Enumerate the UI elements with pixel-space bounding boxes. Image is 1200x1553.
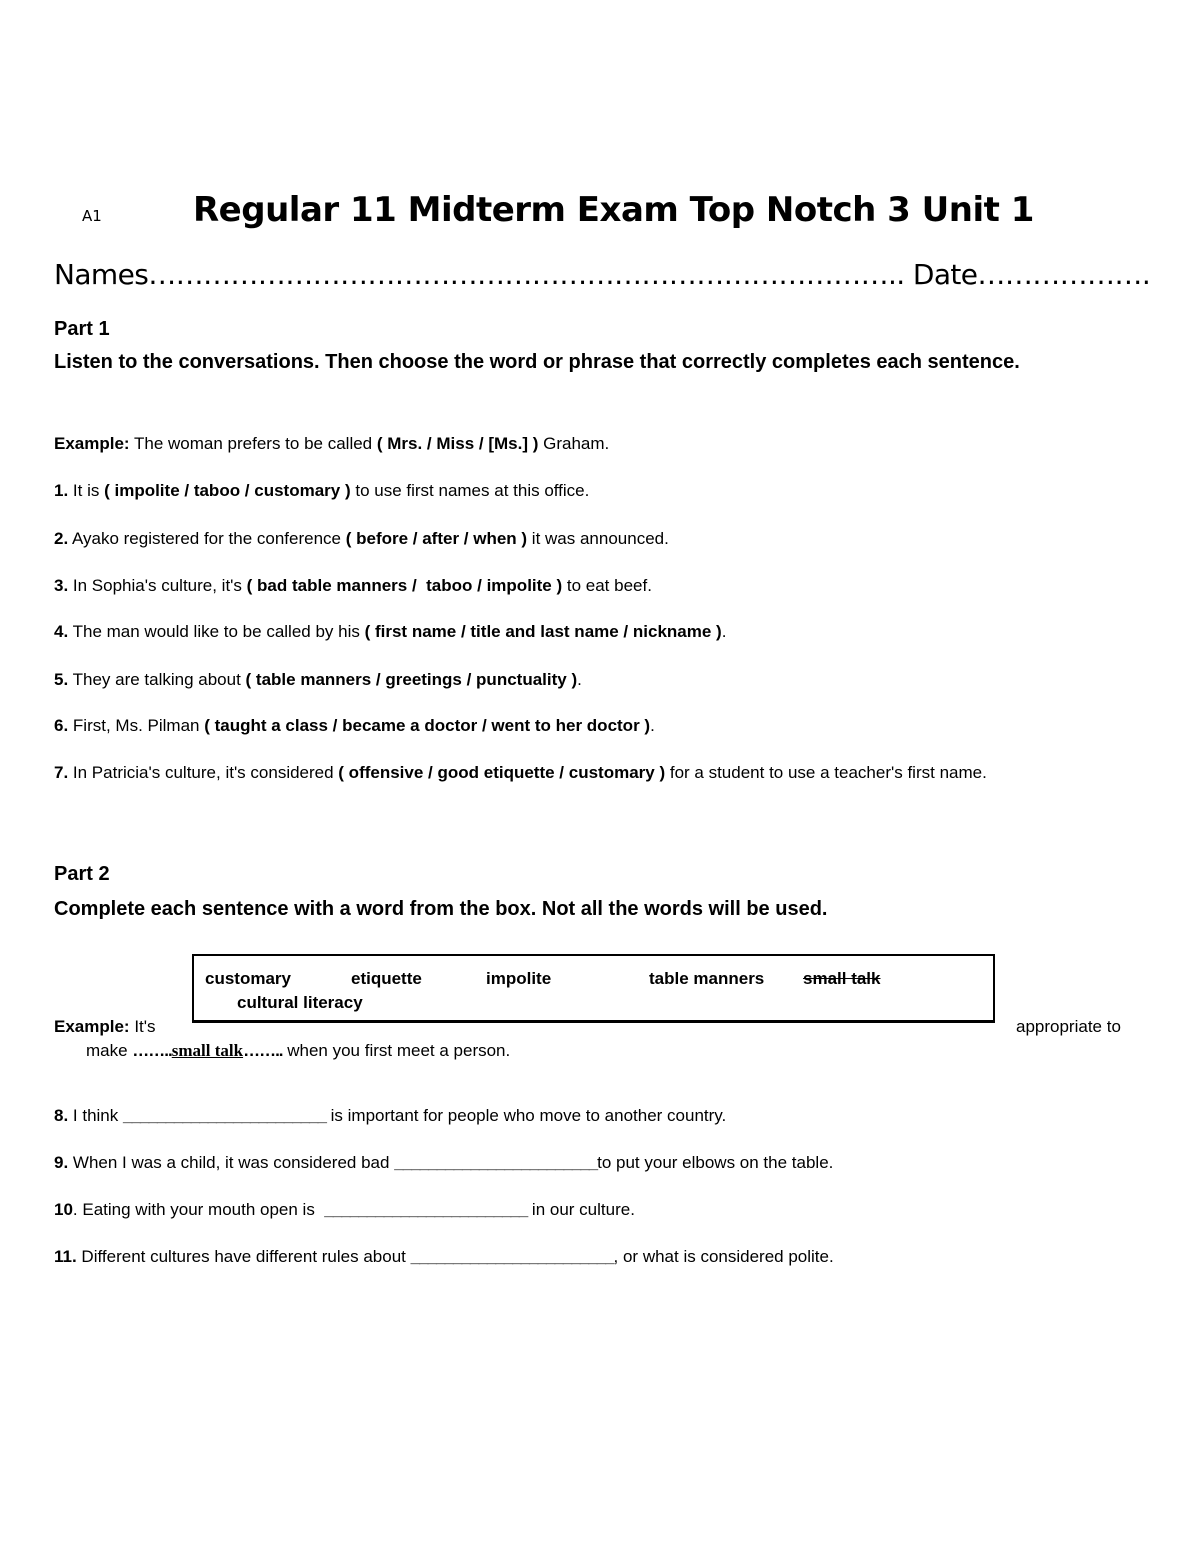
example-choices: ( Mrs. / Miss / [Ms.] ) <box>376 434 539 453</box>
question-5: 5. They are talking about ( table manners / greetings / punctuality ). <box>54 670 582 689</box>
word-box-item-used: small talk <box>803 969 881 988</box>
exam-code: A1 <box>82 207 102 225</box>
question-number: 8. <box>54 1106 69 1125</box>
question-choices: ( impolite / taboo / customary ) <box>104 481 351 500</box>
names-date-line: Names……………………………………………………………………….. Date………………. <box>54 258 1151 291</box>
question-number: 1. <box>54 481 69 500</box>
part2-example-label: Example: It's <box>54 1017 156 1036</box>
word-box <box>192 954 995 1023</box>
question-choices: ( table manners / greetings / punctuality ) <box>245 670 578 689</box>
page-title: Regular 11 Midterm Exam Top Notch 3 Unit 1 <box>193 190 1034 230</box>
question-choices: ( taught a class / became a doctor / went to her doctor ) <box>204 716 651 735</box>
part2-example-line2: make ……..small talk…….. when you first meet a person. <box>86 1041 511 1060</box>
question-choices: ( bad table manners / taboo / impolite ) <box>246 576 563 595</box>
answer-blank[interactable]: ________________________ <box>410 1247 614 1266</box>
part1-example: Example: The woman prefers to be called ( Mrs. / Miss / [Ms.] ) Graham. <box>54 434 610 453</box>
part1-heading: Part 1 <box>54 318 110 340</box>
example-blank-tail: …….. <box>243 1041 283 1060</box>
question-number: 11. <box>54 1247 77 1266</box>
question-choices: ( before / after / when ) <box>345 529 528 548</box>
word-box-item: etiquette <box>351 969 422 988</box>
question-number: 4. <box>54 622 69 641</box>
question-9: 9. When I was a child, it was considered bad ________________________to put your elbows on the table. <box>54 1153 834 1172</box>
part2-heading: Part 2 <box>54 863 110 885</box>
question-number: 10 <box>54 1200 73 1219</box>
question-1: 1. It is ( impolite / taboo / customary ) to use first names at this office. <box>54 481 590 500</box>
example-blank-lead: …….. <box>132 1041 172 1060</box>
question-choices: ( offensive / good etiquette / customary ) <box>338 763 666 782</box>
word-box-item: table manners <box>649 969 765 988</box>
part1-instruction: Listen to the conversations. Then choose the word or phrase that correctly completes each sentence. <box>54 351 1020 373</box>
question-7: 7. In Patricia's culture, it's considered ( offensive / good etiquette / customary ) for a student to use a teacher's first name. <box>54 763 987 782</box>
word-box-item: impolite <box>486 969 552 988</box>
answer-blank[interactable]: ________________________ <box>324 1200 528 1219</box>
question-number: 9. <box>54 1153 69 1172</box>
question-10: 10. Eating with your mouth open is ________________________ in our culture. <box>54 1200 635 1219</box>
question-number: 6. <box>54 716 69 735</box>
question-number: 3. <box>54 576 69 595</box>
question-6: 6. First, Ms. Pilman ( taught a class / became a doctor / went to her doctor ). <box>54 716 655 735</box>
question-choices: ( first name / title and last name / nickname ) <box>364 622 722 641</box>
question-4: 4. The man would like to be called by his ( first name / title and last name / nickname ). <box>54 622 727 641</box>
part2-instruction: Complete each sentence with a word from the box. Not all the words will be used. <box>54 898 828 920</box>
question-11: 11. Different cultures have different rules about ________________________, or what is considered polite. <box>54 1247 834 1266</box>
question-number: 5. <box>54 670 69 689</box>
answer-blank[interactable]: ________________________ <box>123 1106 326 1125</box>
answer-blank[interactable]: ________________________ <box>394 1153 598 1172</box>
question-number: 7. <box>54 763 69 782</box>
word-box-item: customary <box>205 969 291 988</box>
question-2: 2. Ayako registered for the conference ( before / after / when ) it was announced. <box>54 529 669 548</box>
question-3: 3. In Sophia's culture, it's ( bad table manners / taboo / impolite ) to eat beef. <box>54 576 652 595</box>
question-number: 2. <box>54 529 69 548</box>
word-box-item: cultural literacy <box>237 993 363 1012</box>
example-answer: small talk <box>171 1041 244 1060</box>
part2-example-right: appropriate to <box>1016 1017 1121 1036</box>
example-label: Example: <box>54 434 130 453</box>
question-8: 8. I think ________________________ is important for people who move to another country. <box>54 1106 727 1125</box>
